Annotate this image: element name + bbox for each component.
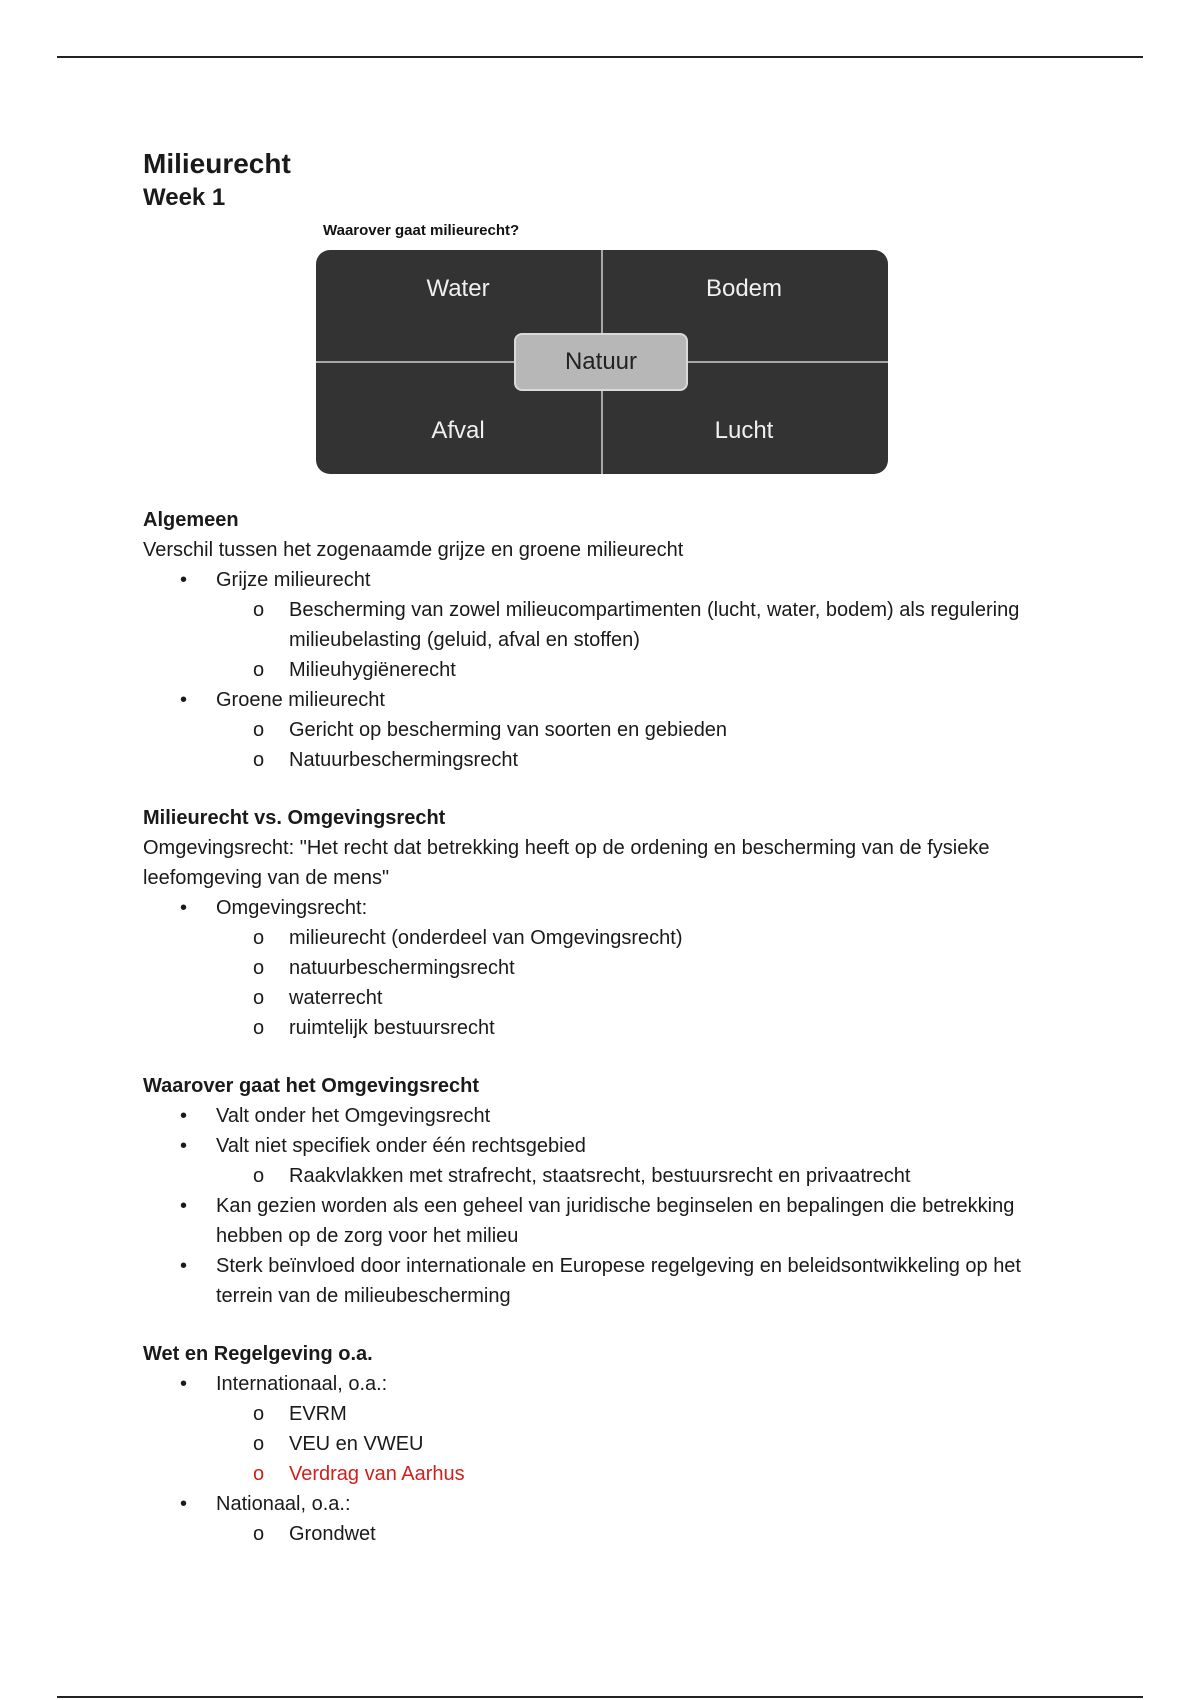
sub-list (216, 595, 1063, 685)
list-item (216, 565, 1063, 685)
list-item-label: Valt niet specifiek onder één rechtsgebied (216, 1135, 586, 1157)
list-item-label: Grijze milieurecht (216, 569, 371, 591)
list-item-label: Internationaal, o.a.: (216, 1373, 388, 1395)
sub-list (216, 1519, 1063, 1549)
list-item-label: Omgevingsrecht: (216, 897, 368, 919)
section-heading: Waarover gaat het Omgevingsrecht (143, 1075, 480, 1097)
sub-list-item: o ruimtelijk bestuursrecht (289, 1013, 1063, 1043)
diagram-caption: Waarover gaat milieurecht? (323, 222, 520, 239)
list-item: • Kan gezien worden als een geheel van juridische beginselen en bepalingen die betrekking hebben op de zorg voor het milieu (216, 1191, 1063, 1251)
bullet-list (143, 565, 1063, 775)
section-waarover (143, 1071, 1063, 1311)
section-milieurecht-vs-omgevingsrecht (143, 803, 1063, 1043)
list-item (216, 1369, 1063, 1489)
sub-list-item: o VEU en VWEU (289, 1429, 1063, 1459)
list-item (216, 893, 1063, 1043)
list-item (216, 685, 1063, 775)
section-algemeen (143, 505, 1063, 775)
document-body (143, 140, 1063, 1549)
sub-list-item: o Grondwet (289, 1519, 1063, 1549)
sub-list (216, 923, 1063, 1043)
sub-list-item: o milieurecht (onderdeel van Omgevingsrecht) (289, 923, 1063, 953)
sub-list (216, 715, 1063, 775)
sub-list-item: o EVRM (289, 1399, 1063, 1429)
quadrant-box (316, 250, 888, 474)
list-item: • Valt onder het Omgevingsrecht (216, 1101, 1063, 1131)
sub-list-item: o Bescherming van zowel milieucompartimenten (lucht, water, bodem) als regulering milieubelasting (geluid, afval en stoffen) (289, 595, 1063, 655)
bullet-list (143, 1369, 1063, 1549)
list-item-label: Nationaal, o.a.: (216, 1493, 351, 1515)
footer-rule (57, 1696, 1143, 1698)
section-wet-en-regelgeving (143, 1339, 1063, 1549)
page-subtitle: Week 1 (143, 184, 226, 211)
topics-diagram (316, 222, 892, 475)
list-item: • Sterk beïnvloed door internationale en Europese regelgeving en beleidsontwikkeling op het terrein van de milieubescherming (216, 1251, 1063, 1311)
bullet-list (143, 893, 1063, 1043)
bullet-list (143, 1101, 1063, 1311)
list-item (216, 1489, 1063, 1549)
section-intro: Omgevingsrecht: "Het recht dat betrekking heeft op de ordening en bescherming van de fysieke leefomgeving van de mens" (143, 837, 990, 889)
sub-list-item-highlighted: o Verdrag van Aarhus (289, 1459, 1063, 1489)
sub-list-item: o Natuurbeschermingsrecht (289, 745, 1063, 775)
quadrant-afval: Afval (431, 417, 485, 444)
sub-list-item: o Raakvlakken met strafrecht, staatsrecht, bestuursrecht en privaatrecht (289, 1161, 1063, 1191)
sub-list-item: o Gericht op bescherming van soorten en gebieden (289, 715, 1063, 745)
center-natuur: Natuur (514, 333, 688, 391)
section-heading: Milieurecht vs. Omgevingsrecht (143, 807, 446, 829)
page-title: Milieurecht (143, 148, 291, 179)
section-intro: Verschil tussen het zogenaamde grijze en groene milieurecht (143, 539, 684, 561)
sub-list (216, 1161, 1063, 1191)
sub-list-item: o natuurbeschermingsrecht (289, 953, 1063, 983)
sub-list (216, 1399, 1063, 1489)
sub-list-item: o waterrecht (289, 983, 1063, 1013)
quadrant-lucht: Lucht (714, 417, 774, 444)
quadrant-water: Water (426, 275, 490, 302)
list-item-label: Groene milieurecht (216, 689, 385, 711)
sub-list-item: o Milieuhygiënerecht (289, 655, 1063, 685)
header-rule (57, 56, 1143, 58)
section-heading: Wet en Regelgeving o.a. (143, 1343, 373, 1365)
list-item (216, 1131, 1063, 1191)
section-heading: Algemeen (143, 509, 239, 531)
quadrant-bodem: Bodem (705, 275, 783, 302)
